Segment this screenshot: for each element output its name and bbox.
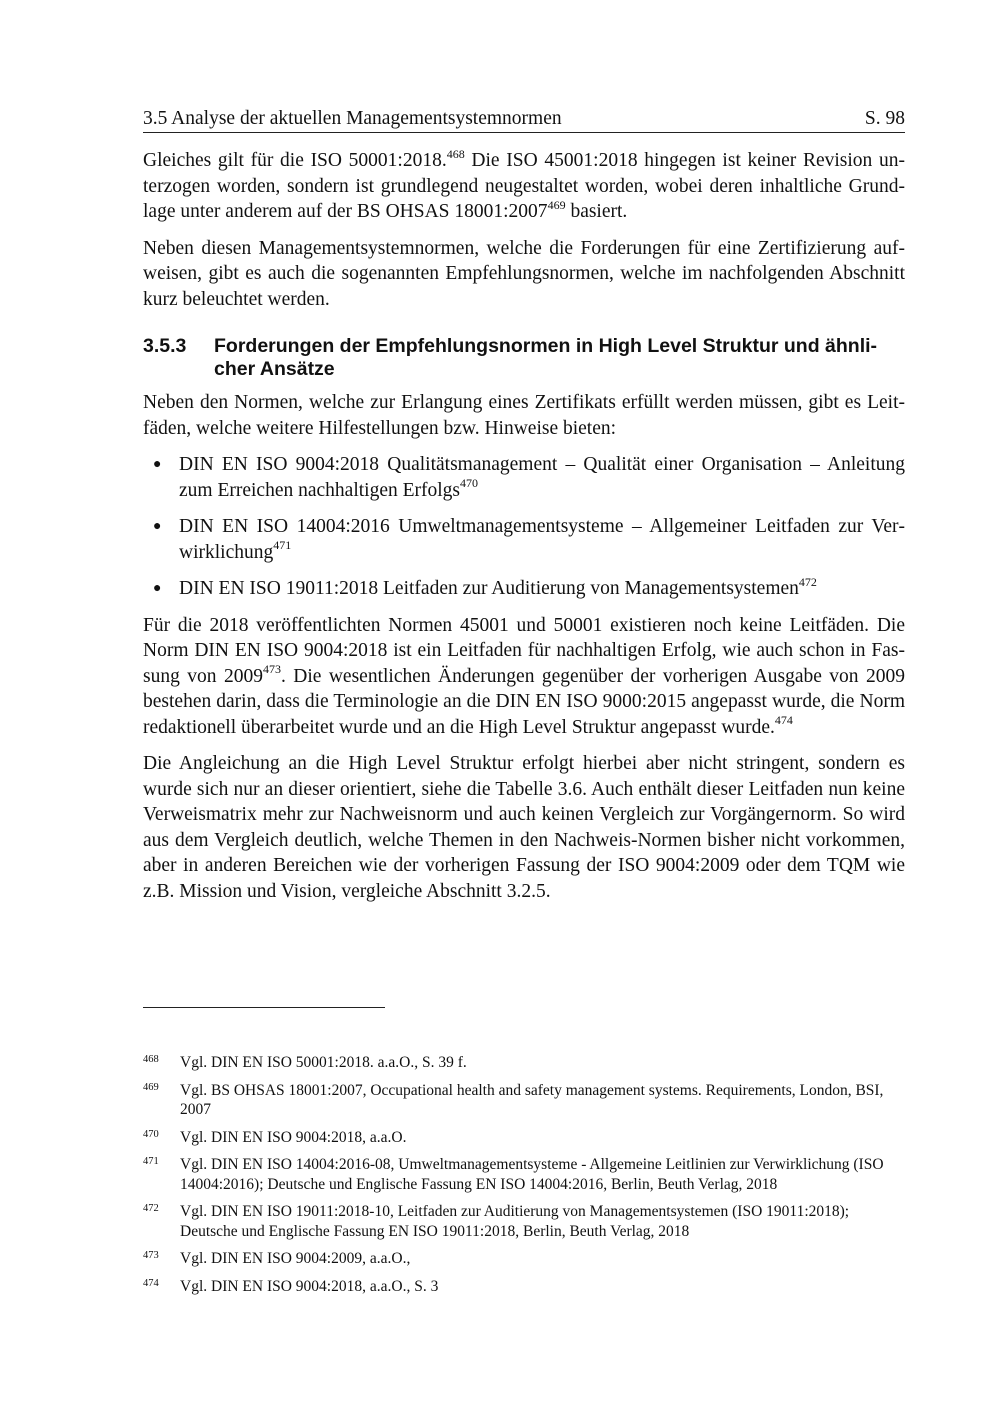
running-header <box>143 106 905 133</box>
bullet-icon: ● <box>153 581 162 596</box>
list-item-text: DIN EN ISO 14004:2016 Umweltmanagementsysteme – Allgemeiner Leitfaden zur Verwirklichung <box>179 516 905 563</box>
footnote-ref-474[interactable]: 474 <box>774 713 793 727</box>
footnote-ref-472[interactable]: 472 <box>798 574 817 589</box>
bullet-icon: ● <box>153 457 162 472</box>
footnote-ref-473[interactable]: 473 <box>262 662 281 676</box>
body-text <box>143 148 905 915</box>
paragraph-4 <box>143 613 905 741</box>
paragraph-2: Neben diesen Managementsystemnormen, welche die Forderungen für eine Zertifizierung aufweisen, gibt es auch die sogenannten Empfehlungsnormen, welche im nachfolgenden Abschnitt kurz beleuchtet werden. <box>143 237 905 310</box>
list-item-text: DIN EN ISO 9004:2018 Qualitätsmanagement – Qualität einer Organisation – Anleitung zum Erreichen nachhaltigen Erfolgs <box>179 454 905 501</box>
footnote-474 <box>143 1277 905 1297</box>
footnote-number: 472 <box>143 1203 159 1214</box>
footnote-473 <box>143 1249 905 1269</box>
footnote-ref-469[interactable]: 469 <box>547 197 566 212</box>
footnote-text: Vgl. DIN EN ISO 19011:2018-10, Leitfaden zur Auditierung von Managementsystemen (ISO 19011:2018); Deutsche und Englische Fassung EN ISO 19011:2018, Berlin, Beuth Verlag, 2018 <box>180 1203 850 1240</box>
section-heading <box>143 335 905 381</box>
footnote-text: Vgl. DIN EN ISO 9004:2009, a.a.O., <box>180 1250 411 1267</box>
list-item <box>143 576 905 602</box>
section-number: 3.5.3 <box>143 335 187 357</box>
footnotes <box>143 1053 905 1304</box>
section-title: Forderungen der Empfehlungsnormen in High Level Struktur und ähnlicher Ansätze <box>214 335 878 380</box>
paragraph-3: Neben den Normen, welche zur Erlangung eines Zertifikats erfüllt werden müssen, gibt es Leitfäden, welche weitere Hilfestellungen bzw. Hinweise bieten: <box>143 392 905 439</box>
paragraph-1 <box>143 148 905 225</box>
footnote-469 <box>143 1081 905 1120</box>
paragraph-4-text-b: . Die wesentlichen Änderungen gegenüber der vorherigen Ausgabe von 2009 bestehen darin, dass die Terminologie an die DIN EN ISO 9000:2015 angepasst wurde, die Norm redaktionell überarbeitet wurde und an die High Level Struktur angepasst wurde. <box>143 665 905 738</box>
list-item <box>143 452 905 503</box>
footnote-number: 471 <box>143 1156 159 1167</box>
header-chapter-title: 3.5 Analyse der aktuellen Managementsystemnormen <box>143 108 562 129</box>
paragraph-4-text-a: Für die 2018 veröffentlichten Normen 45001 und 50001 existieren noch keine Leitfäden. Die Norm DIN EN ISO 9004:2018 ist ein Leitfaden für nachhaltigen Erfolg, wie auch schon in Fassung von 2009 <box>143 614 905 687</box>
header-page-number: S. 98 <box>864 108 905 129</box>
footnote-separator <box>143 1007 385 1008</box>
paragraph-1-text-a: Gleiches gilt für die ISO 50001:2018. <box>143 150 447 171</box>
footnote-text: Vgl. BS OHSAS 18001:2007, Occupational health and safety management systems. Requirements, London, BSI, 2007 <box>180 1081 884 1118</box>
list-item-text: DIN EN ISO 19011:2018 Leitfaden zur Auditierung von Managementsystemen <box>179 578 799 599</box>
footnote-ref-471[interactable]: 471 <box>273 538 292 552</box>
footnote-number: 474 <box>143 1277 159 1289</box>
footnote-text: Vgl. DIN EN ISO 50001:2018. a.a.O., S. 39 f. <box>180 1054 467 1071</box>
footnote-number: 473 <box>143 1250 159 1261</box>
footnote-text: Vgl. DIN EN ISO 14004:2016-08, Umweltmanagementsysteme - Allgemeine Leitlinien zur Verwirklichung (ISO 14004:2016); Deutsche und Englische Fassung EN ISO 14004:2016, Berlin, Beuth Verlag, 2018 <box>180 1156 884 1193</box>
list-item <box>143 514 905 565</box>
footnote-472 <box>143 1202 905 1241</box>
footnote-471 <box>143 1155 905 1194</box>
footnote-text: Vgl. DIN EN ISO 9004:2018, a.a.O., S. 3 <box>180 1277 439 1295</box>
bullet-icon: ● <box>153 519 162 534</box>
footnote-470 <box>143 1128 905 1148</box>
footnote-number: 469 <box>143 1081 159 1093</box>
paragraph-1-text-c: basiert. <box>565 201 628 222</box>
footnote-number: 470 <box>143 1128 159 1140</box>
footnote-468 <box>143 1053 905 1073</box>
paragraph-1-text-b: Die ISO 45001:2018 hingegen ist keiner Revision unterzogen worden, sondern ist grundlegend neugestaltet worden, wobei deren inhaltliche Grundlage unter anderem auf der BS OHSAS 18001:2007 <box>143 150 906 222</box>
paragraph-5: Die Angleichung an die High Level Struktur erfolgt hierbei aber nicht stringent, sondern es wurde sich nur an dieser orientiert, siehe die Tabelle 3.6. Auch enthält dieser Leitfaden nun keine Verweismatrix mehr zur Nachweisnorm und auch keinen Vergleich zur Vorgängernorm. So wird aus dem Vergleich deutlich, welche Themen in den Nachweis-Normen bisher nicht vorkommen, aber in anderen Bereichen wie der vorherigen Fassung der ISO 9004:2009 oder dem TQM wie z.B. Mission und Vision, vergleiche Abschnitt 3.2.5. <box>143 753 905 902</box>
standards-list <box>143 452 905 602</box>
footnote-number: 468 <box>143 1054 159 1065</box>
footnote-text: Vgl. DIN EN ISO 9004:2018, a.a.O. <box>180 1128 407 1146</box>
footnote-ref-468[interactable]: 468 <box>446 146 465 161</box>
footnote-ref-470[interactable]: 470 <box>460 476 479 490</box>
